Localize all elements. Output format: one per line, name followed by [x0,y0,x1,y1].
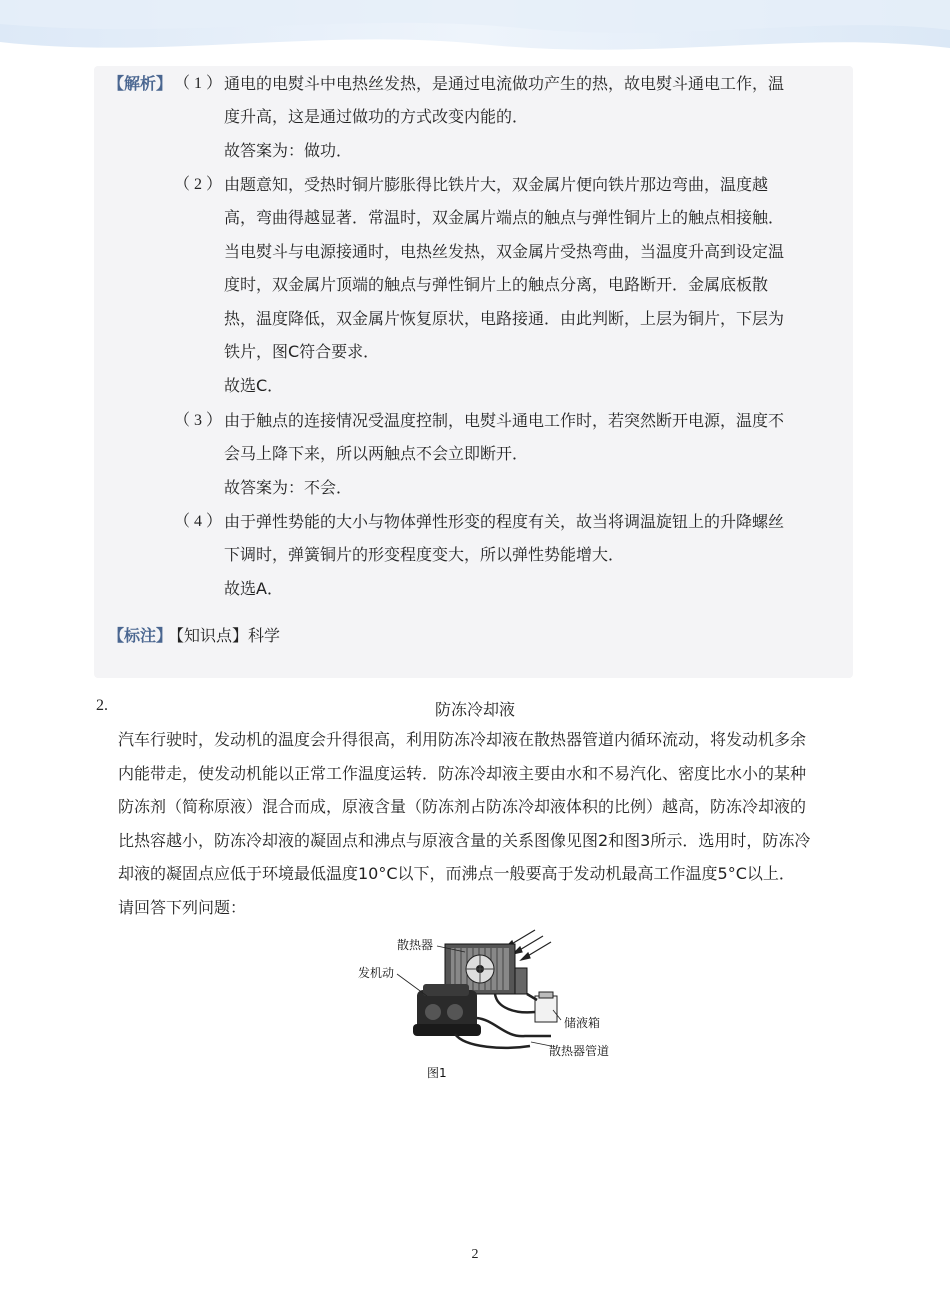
part-2-label: （ 2 ） [174,176,223,193]
part-4-label: （ 4 ） [174,513,223,530]
text-line: 通电的电熨斗中电热丝发热，是通过电流做功产生的热，故电熨斗通电工作，温 [224,74,785,93]
text-line: 度时，双金属片顶端的触点与弹性铜片上的触点分离，电路断开．金属底板散 [224,275,769,294]
body-line: 请回答下列问题： [118,898,247,917]
body-line: 防冻剂（简称原液）混合而成，原液含量（防冻剂占防冻冷却液体积的比例）越高，防冻冷却液的 [118,797,807,816]
question-title: 防冻冷却液 [434,700,515,719]
text-line: 度升高，这是通过做功的方式改变内能的． [224,107,529,126]
page-number: 2 [471,1247,479,1262]
body-line: 比热容越小，防冻冷却液的凝固点和沸点与原液含量的关系图像见图2和图3所示．选用时，防冻冷 [118,831,811,850]
body-line: 汽车行驶时，发动机的温度会升得很高，利用防冻冷却液在散热器管道内循环流动，将发动机多余 [118,730,807,749]
answer-line: 故答案为：做功． [224,141,353,160]
engine-radiator-illustration [355,928,625,1083]
part-1-label: （ 1 ） [174,75,223,92]
part-3-label: （ 3 ） [174,412,223,429]
text-line: 由于触点的连接情况受温度控制，电熨斗通电工作时，若突然断开电源，温度不 [224,411,785,430]
answer-line: 故选C． [224,376,284,395]
header-wave-decoration [0,0,950,70]
figure-1-engine-radiator [355,928,625,1083]
text-line: 铁片，图C符合要求． [224,342,380,361]
answer-line: 故答案为：不会． [224,478,353,497]
label-tank: 储液箱 [564,1016,601,1030]
answer-line: 故选A． [224,579,283,598]
text-line: 由题意知，受热时铜片膨胀得比铁片大，双金属片便向铁片那边弯曲，温度越 [224,175,769,194]
label-radiator: 散热器 [397,938,434,952]
question-number: 2. [96,697,108,714]
text-line: 热，温度降低，双金属片恢复原状，电路接通．由此判断，上层为铜片，下层为 [224,309,785,328]
body-line: 内能带走，使发动机能以正常工作温度运转．防冻冷却液主要由水和不易汽化、密度比水小的某种 [118,764,807,783]
label-pipe: 散热器管道 [549,1044,610,1058]
text-line: 会马上降下来，所以两触点不会立即断开． [224,444,529,463]
label-engine: 发机动 [358,966,395,980]
text-line: 由于弹性势能的大小与物体弹性形变的程度有关，故当将调温旋钮上的升降螺丝 [224,512,785,531]
text-line: 下调时，弹簧铜片的形变程度变大，所以弹性势能增大． [224,545,625,564]
figure-caption: 图1 [427,1066,447,1080]
text-line: 高，弯曲得越显著．常温时，双金属片端点的触点与弹性铜片上的触点相接触． [224,208,785,227]
text-line: 当电熨斗与电源接通时，电热丝发热，双金属片受热弯曲，当温度升高到设定温 [224,242,785,261]
body-line: 却液的凝固点应低于环境最低温度10°C以下，而沸点一般要高于发动机最高工作温度5°C以上． [118,864,795,883]
reservoir-tank-icon [535,992,557,1022]
analysis-panel [94,66,853,678]
engine-icon [413,984,481,1036]
annotation-tag: 【标注】 [108,626,173,645]
analysis-tag: 【解析】 [108,74,173,93]
knowledge-point: 【知识点】科学 [168,626,281,645]
